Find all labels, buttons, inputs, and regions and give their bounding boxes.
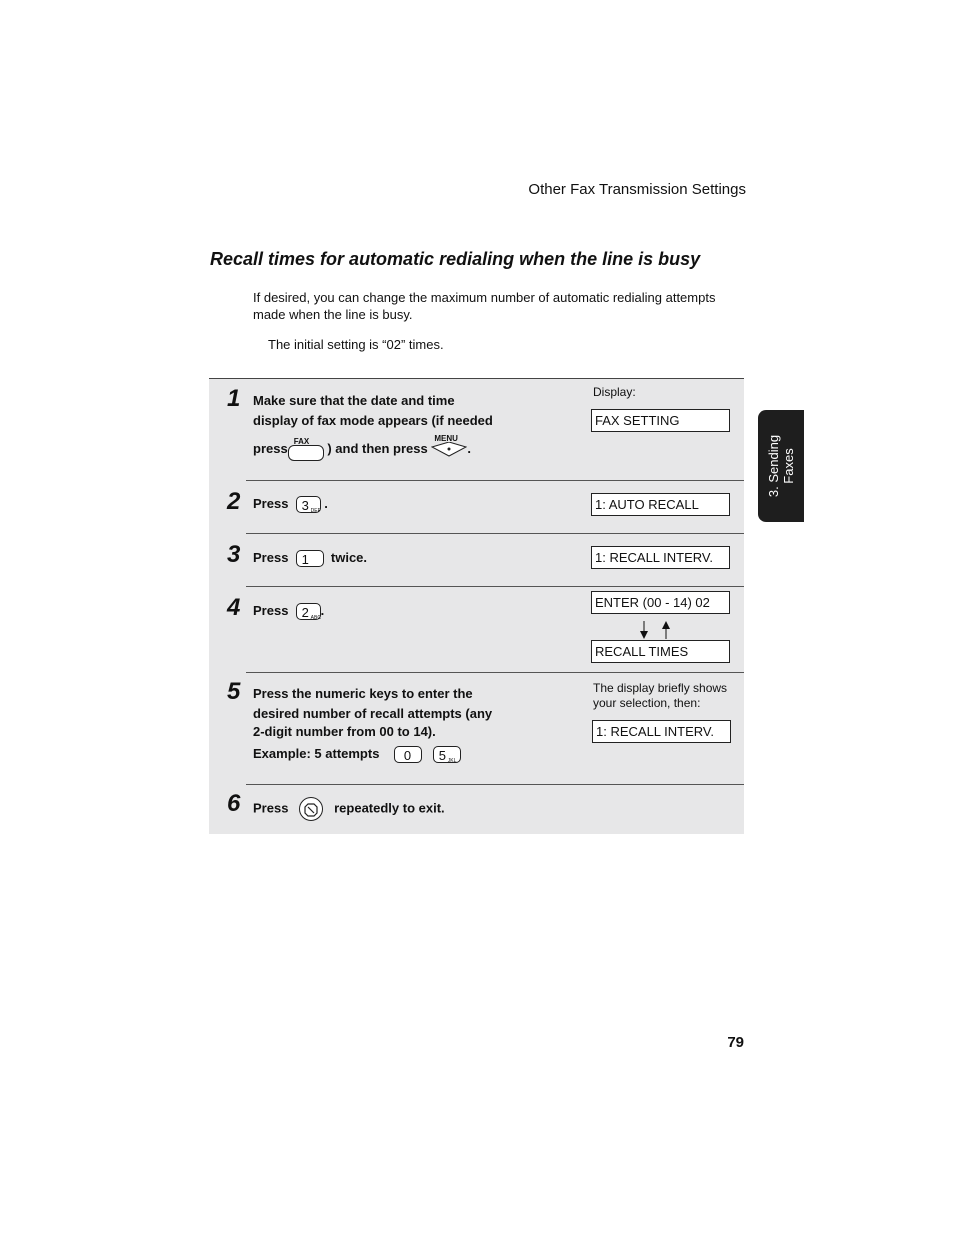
step-2-number: 2 [227,488,241,515]
key-3-digit: 3 [301,498,309,514]
step-1-end: . [467,441,471,456]
step-1-line-3 [253,433,493,459]
step-3-press-label: Press [253,550,289,565]
step-divider [246,480,744,481]
key-1[interactable] [296,550,324,567]
step-divider [246,533,744,534]
step-5-example-label: Example: 5 attempts [253,746,380,761]
step-1-number: 1 [227,385,241,412]
key-2-letters: ABC [310,615,321,622]
step-6-number: 6 [227,790,241,817]
step-6-press-label: Press [253,800,289,816]
step-4-end: . [320,603,325,618]
key-3[interactable] [296,496,321,513]
initial-setting-note: The initial setting is “02” times. [268,337,444,352]
step-1-then-label: ) and then press [327,441,428,456]
display-auto-recall: 1: AUTO RECALL [591,493,730,516]
key-2[interactable] [296,603,321,620]
step-5-number: 5 [227,678,241,705]
step-4-text [253,601,324,621]
toggle-arrows-icon [635,619,675,641]
step-5-line-3: 2-digit number from 00 to 14). [253,724,436,739]
stop-icon [304,803,318,817]
menu-key-label: MENU [434,433,458,443]
step-3-text [253,548,367,568]
chapter-tab [758,410,804,522]
step-1-press-label: press [253,441,288,456]
step-5-example [253,745,492,763]
step-5-text [253,685,492,763]
page-number: 79 [727,1034,744,1051]
key-5[interactable] [433,746,461,763]
step-6-after: repeatedly to exit. [334,800,445,816]
step-1-line-2: display of fax mode appears (if needed [253,413,493,428]
key-1-digit: 1 [301,552,309,568]
steps-panel [209,378,744,834]
step-2-end: . [324,496,328,511]
step-2-text [253,494,328,514]
menu-key[interactable] [431,433,467,458]
step-5-line-1: Press the numeric keys to enter the [253,686,473,701]
display-note: The display briefly shows your selection, then: [593,681,728,710]
running-header: Other Fax Transmission Settings [528,181,746,198]
step-divider [246,672,744,673]
stop-key[interactable] [299,797,323,821]
step-divider [246,586,744,587]
intro-paragraph: If desired, you can change the maximum number of automatic redialing attempts made when the line is busy. [253,290,716,322]
display-label: Display: [593,385,636,399]
display-fax-setting: FAX SETTING [591,409,730,432]
chapter-tab-line-2: Faxes [781,448,796,484]
fax-key-label: FAX [293,436,310,446]
chapter-tab-text [758,410,804,522]
key-3-letters: DEF [310,508,321,515]
step-2-press-label: Press [253,496,289,511]
display-recall-times: RECALL TIMES [591,640,730,663]
step-5-line-2: desired number of recall attempts (any [253,706,493,721]
key-5-letters: JKL [447,758,457,765]
chapter-tab-line-1: 3. Sending [766,434,781,498]
step-1-text [253,391,493,459]
step-3-number: 3 [227,541,241,568]
display-enter-range: ENTER (00 - 14) 02 [591,591,730,614]
step-1-line-1: Make sure that the date and time [253,393,455,408]
display-recall-interv: 1: RECALL INTERV. [591,546,730,569]
fax-key[interactable] [288,436,324,461]
display-recall-interv-2: 1: RECALL INTERV. [592,720,731,743]
section-title: Recall times for automatic redialing when the line is busy [210,249,701,269]
step-6-text [253,797,445,821]
key-0[interactable] [394,746,422,763]
step-4-number: 4 [227,594,241,621]
key-0-digit: 0 [403,748,412,764]
step-4-press-label: Press [253,603,289,618]
key-2-digit: 2 [301,605,309,621]
step-divider [246,784,744,785]
step-3-after: twice. [330,550,368,565]
key-5-digit: 5 [438,748,446,764]
